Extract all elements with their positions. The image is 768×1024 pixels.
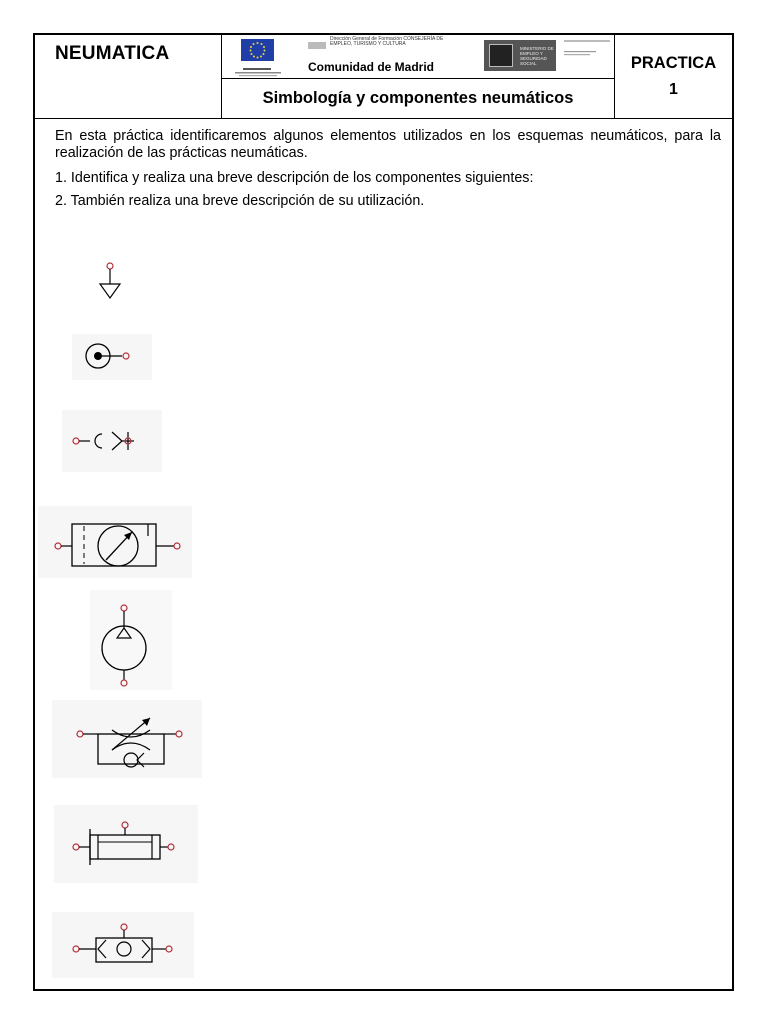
intro-paragraph: En esta práctica identificaremos algunos elementos utilizados en los esquemas neumáticos, para la realización de las prácticas neumáticas. xyxy=(55,128,721,161)
instruction-item-2: 2. También realiza una breve descripción de su utilización. xyxy=(55,193,425,209)
ministry-small-text: MINISTERIO DE EMPLEO Y SEGURIDAD SOCIAL xyxy=(520,46,554,66)
ministry-bar xyxy=(564,40,610,42)
eu-caption-icon xyxy=(233,64,283,73)
pressure-source-symbol-icon xyxy=(72,334,152,380)
logos-cell xyxy=(222,33,615,79)
cam-small-text: Dirección General de Formación CONSEJERÍA DE EMPLEO, TURISMO Y CULTURA xyxy=(330,36,444,47)
practice-cell xyxy=(615,33,732,119)
silencer-symbol-icon xyxy=(52,912,194,978)
cam-stars-icon xyxy=(308,42,326,49)
practice-number: 1 xyxy=(669,81,678,98)
coat-of-arms-icon xyxy=(489,44,513,67)
practice-label: PRACTICA xyxy=(630,54,717,72)
exhaust-symbol-icon xyxy=(94,262,126,302)
quick-coupling-symbol-icon xyxy=(62,410,162,472)
subtitle-cell xyxy=(222,79,615,119)
filter-symbol-icon xyxy=(54,805,198,883)
cam-name: Comunidad de Madrid xyxy=(308,60,434,74)
ministry-box xyxy=(484,40,556,71)
header-title-cell xyxy=(33,33,222,119)
ministry-logo xyxy=(484,40,611,71)
subtitle: Simbología y componentes neumáticos xyxy=(262,89,574,107)
comunidad-madrid-logo xyxy=(308,36,460,76)
one-way-flow-control-valve-icon xyxy=(52,700,202,778)
page-title: NEUMATICA xyxy=(55,43,170,64)
compressor-symbol-icon xyxy=(90,590,172,690)
instruction-item-1: 1. Identifica y realiza una breve descripción de los componentes siguientes: xyxy=(55,170,534,186)
ministry-extra-icon xyxy=(564,50,604,59)
flow-meter-symbol-icon xyxy=(38,506,192,578)
eu-flag-icon xyxy=(241,39,274,61)
header-table xyxy=(33,33,734,120)
